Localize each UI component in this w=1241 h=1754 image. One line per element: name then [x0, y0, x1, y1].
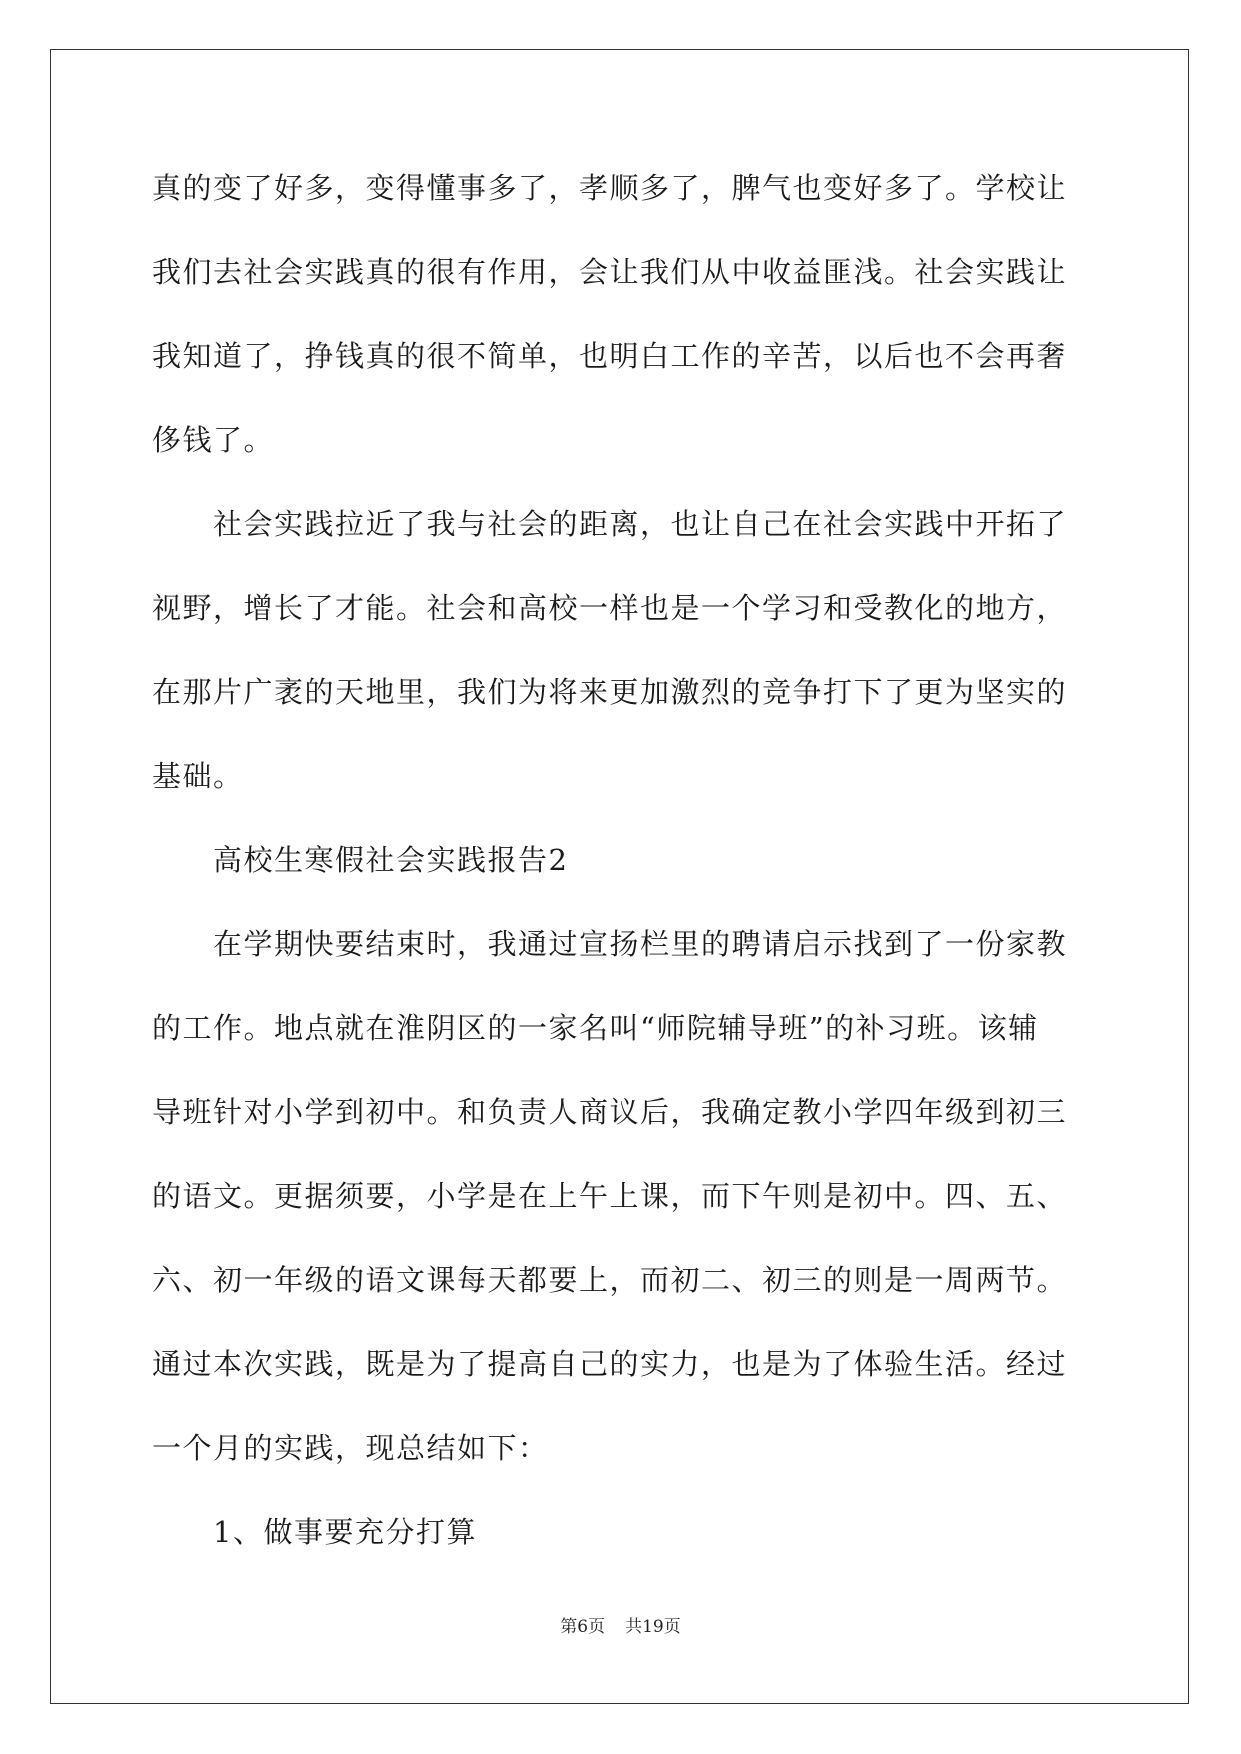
text-line: 基础。	[152, 759, 244, 793]
text-line: 的工作。地点就在淮阴区的一家名叫“师院辅导班”的补习班。该辅	[152, 1011, 1039, 1045]
text-line: 的语文。更据须要，小学是在上午上课，而下午则是初中。四、五、	[152, 1179, 1068, 1213]
text-line: 六、初一年级的语文课每天都要上，而初二、初三的则是一周两节。	[152, 1263, 1068, 1297]
text-line: 社会实践拉近了我与社会的距离，也让自己在社会实践中开拓了	[152, 507, 1068, 541]
text-line: 导班针对小学到初中。和负责人商议后，我确定教小学四年级到初三	[152, 1095, 1068, 1129]
text-line: 侈钱了。	[152, 423, 275, 457]
page-total: 共19页	[625, 1617, 681, 1637]
text-line: 视野，增长了才能。社会和高校一样也是一个学习和受教化的地方，	[152, 591, 1068, 625]
text-line: 在学期快要结束时，我通过宣扬栏里的聘请启示找到了一份家教	[152, 927, 1068, 961]
text-line: 一个月的实践，现总结如下：	[152, 1431, 549, 1465]
page-number: 第6页	[560, 1617, 606, 1637]
list-item-heading: 1、做事要充分打算	[152, 1515, 477, 1549]
text-line: 真的变了好多，变得懂事多了，孝顺多了，脾气也变好多了。学校让	[152, 171, 1068, 205]
section-heading: 高校生寒假社会实践报告2	[152, 843, 569, 877]
text-line: 在那片广袤的天地里，我们为将来更加激烈的竞争打下了更为坚实的	[152, 675, 1068, 709]
text-line: 我知道了，挣钱真的很不简单，也明白工作的辛苦，以后也不会再奢	[152, 339, 1068, 373]
text-line: 通过本次实践，既是为了提高自己的实力，也是为了体验生活。经过	[152, 1347, 1068, 1381]
text-line: 我们去社会实践真的很有作用，会让我们从中收益匪浅。社会实践让	[152, 255, 1068, 289]
page-footer	[0, 1616, 1241, 1638]
